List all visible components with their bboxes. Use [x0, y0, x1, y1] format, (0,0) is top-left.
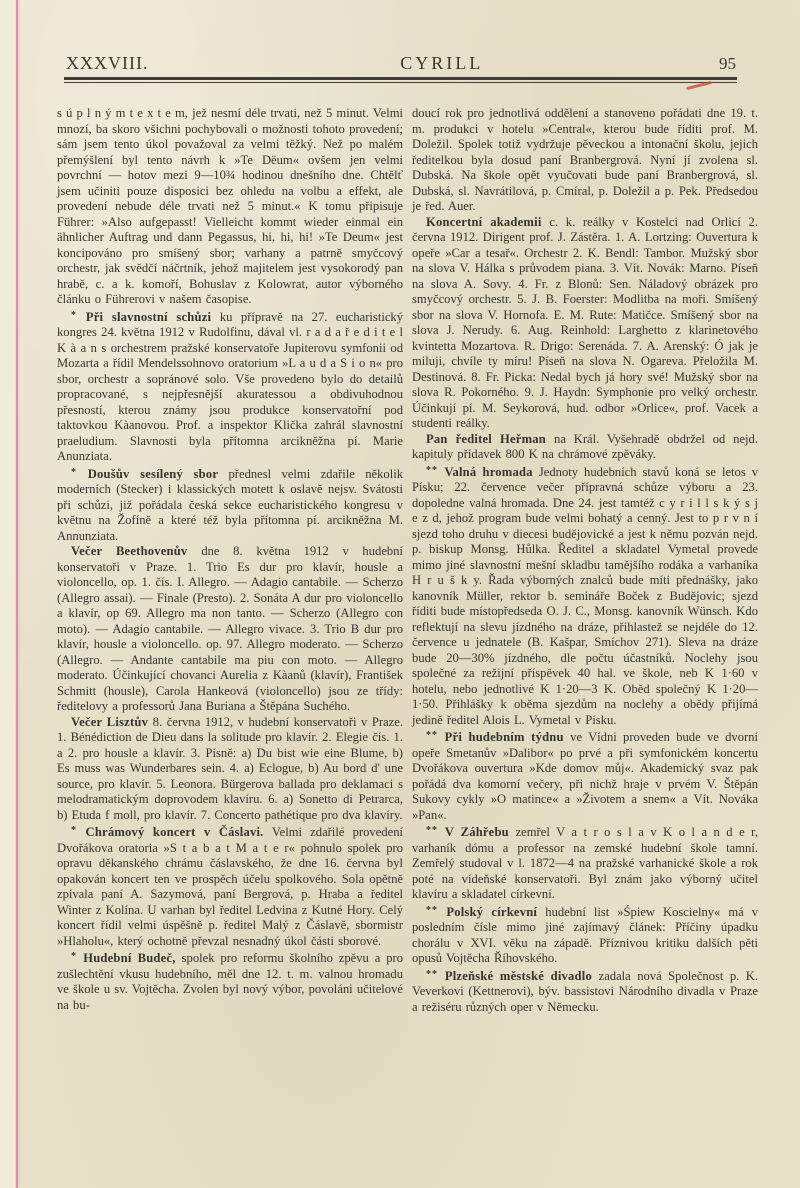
paragraph [57, 715, 403, 824]
paragraph-text: na Král. Vyšehradě obdržel od nejd. kapituly přídavek 800 K na chrámové zpěváky. [412, 431, 758, 461]
paragraph-marker: ** [426, 730, 445, 741]
paragraph [57, 544, 403, 715]
paragraph [57, 465, 403, 545]
paragraph-text: ku přípravě na 27. eucharistický kongres 24. května 1912 v Rudolfinu, dával vl. r a d a ř e d i t e l K à a n s orchestrem pražské konservatoře Jupiterovu symfonii od Mozarta a řídil Mendelssohnovo oratorium »L a u d a S i o n« pro sbor, orchestr a sopránové solo. Vše provedeno bylo do detailů propracované, s nejpřesnější akuratessou a obdivuhodnou přesností, kterou známy jsou produkce konservatořní pod taktovkou Kàanovou. Prof. a inspektor Klička zahrál slavnostní praeludium. Slavnosti byla přítomna arcikněžna pí. Marie Anunziata. [57, 309, 404, 463]
page-header [66, 53, 736, 74]
journal-title: CYRILL [400, 53, 484, 73]
paragraph-marker: ** [426, 968, 445, 980]
page-edge-strip [0, 0, 15, 1188]
paragraph-lead: Doušův sesílený sbor [87, 466, 229, 481]
paragraph-text: spolek pro reformu školního zpěvu a pro zušlechtění vkusu hudebního, měl dne 12. t. m. valnou hromadu ve škole u sv. Vojtěcha. Zvolen byl nový výbor, povoláni učitelové na bu- [57, 951, 403, 1012]
paragraph-marker: * [71, 466, 88, 478]
paragraph-marker: * [71, 951, 84, 962]
paragraph-marker: ** [426, 904, 447, 916]
text-body [57, 106, 758, 1015]
paragraph-marker: ** [426, 825, 445, 836]
volume-number: XXXVIII. [66, 53, 149, 73]
paragraph [412, 967, 758, 1016]
paragraph-text: c. k. reálky v Kostelci nad Orlicí 2. června 1912. Dirigent prof. J. Zástěra. 1. A. Lortzing: Ouvertura k opeře »Car a tesař«. Orchestr 2. K. Bendl: Tambor. Mužský sbor na slova V. Hálka s průvodem piana. 3. Vít. Novák: Marno. Píseň na slova A. Sovy. 4. Fr. z Blonů: Sen. Náladový obrázek pro smyčcový orchestr. 5. J. B. Foerster: Modlitba na moři. Smíšený sbor na slova V. Hornofa. E. M. Rute: Matičce. Smíšený sbor na slova J. Nerudy. 6. Aug. Reinhold: Larghetto z klarinetového kvintetta Mozartova. R. Drigo: Serenáda. 7. A. Arenský: Ó jak je miluji, chvíle ty míru! Píseň na slova N. Ogareva. Přeložila M. Destinová. 8. Fr. Picka: Nedal bych já hory své! Mužský sbor na slova R. Pokorného. 9. J. Haydn: Symphonie pro velký orchestr. Účinkují pí. M. Seykorová, hud. odbor »Orlice«, prof. Vacek a studenti reálky. [412, 214, 758, 430]
paragraph-text: zemřel V a t r o s l a v K o l a n d e r, varhaník dómu a professor na zemské hudební škole tamní. Zemřelý studoval v l. 1872—4 na pražské varhanické škole a rok poté na vídeňské konservatoři. Byl znám jako výborný učitel klavíru a skladatel církevní. [412, 825, 758, 901]
paragraph-lead: Pan ředitel Heřman [426, 431, 555, 446]
right-column [412, 106, 758, 1015]
paragraph-text: doucí rok pro jednotlivá oddělení a stanoveno pořádati dne 19. t. m. produkci v hotelu »Central«, kterou bude říditi prof. M. Doležil. Spolek totiž vydržuje pěveckou a intonační školu, jejich ředitelkou byla dosud paní Branbergrová. Nyní jí zvolena sl. Dubská. Na škole opět vyučovati bude paní Branbergrová, sl. Dubská, sl. Navrátilová, p. Cmíral, p. Doležil a p. Pek. Předsedou je řed. Auer. [412, 106, 758, 213]
page-number: 95 [718, 54, 736, 73]
paragraph-text: 8. června 1912, v hudební konservatoři v Praze. 1. Bénédiction de Dieu dans la solitude pro klavír. 2. Elegie čís. 1. a 2. pro housle a klavír. 3. Písně: a) Du bist wie eine Blume, b) Es muss was Wunderbares sein. 4. a) Eclogue, b) Au bord d' une source, pro klavír. 5. Leonora. Bürgerova ballada pro deklamaci s melodramatickým doprovodem klavíru. 6. a) Sonetto di Petrarca, b) Etuda f moll, pro klavír. 7. Concerto pathétique pro dva klavíry. [57, 714, 403, 822]
paragraph [57, 106, 403, 308]
paragraph [57, 823, 403, 949]
header-double-rule [64, 77, 737, 83]
paragraph [412, 823, 758, 903]
paragraph-lead: Při slavnostní schůzi [85, 309, 220, 324]
paragraph-lead: Večer Lisztův [71, 714, 153, 729]
paragraph-marker: * [71, 825, 86, 836]
paragraph [412, 215, 758, 432]
paragraph-lead: Polský církevní [446, 904, 546, 919]
paragraph-text: zadala nová Společnost p. K. Veverkovi (Kettnerovi), býv. bassistovi Národního divadla v Praze a režiséru různých oper v Německu. [412, 968, 759, 1014]
paragraph-text: přednesl velmi zdařile několik moderních (Stecker) i klassických motett k oslavě nejsv. Svátosti při schůzi, již pořádala česká sekce eucharistického kongresu v květnu na Žofíně a které též byla přítomna pí. arcikněžna M. Annunziata. [57, 466, 403, 543]
left-column [57, 106, 403, 1015]
paragraph-text: s ú p l n ý m t e x t e m, jež nesmí déle trvati, než 5 minut. Velmi mnozí, ba skoro všichni pochybovali o možnosti tohoto provedení; sám jsem tento úkol považoval za velmi těžký. Než po malém přemýšlení byl tento návrh k »Te Dëum« ovšem jen velmi povrchní — hotov mezi 9—10¾ hodinou dnešního dne. Chtělť jsem učiniti pouze disposici bez ohledu na volbu a effekt, ale provedení nebude déle trvati než 5 minut.« K tomu připisuje Führer: »Also aufgepasst! Vielleicht kommt wieder einmal ein ähnlicher Auftrag und dann Pegassus, hi, hi, hi! »Te Deum« jest koncipováno pro smíšený sbor; varhany a patrně smyčcový orchestr, jak svědčí náčrtník, jehož majitelem jest vysokorodý pan hrabě, c. a k. komoří, Bohuslav z Kolowrat, autor výborného článku o Führerovi v našem časopise. [57, 106, 403, 306]
paragraph-marker: * [71, 309, 86, 321]
paragraph-text: hudební list »Śpiew Koscielny« má v posledním čísle mimo jiné zajímavý článek: Příčiny úpadku chorálu v XVI. věku na západě. Příznivou kritiku dalších pěti opusů Vojtěcha Říhovského. [412, 904, 758, 965]
paragraph [412, 106, 758, 215]
paragraph-lead: Hudební Budeč, [83, 951, 182, 965]
paragraph-lead: Při hudebním týdnu [444, 730, 571, 744]
paragraph [57, 308, 403, 465]
paragraph-lead: Koncertní akademii [426, 214, 550, 229]
paragraph-marker: ** [426, 464, 445, 476]
paragraph-text: Jednoty hudebních stavů koná se letos v Písku; 22. července večer přípravná schůze výboru a 23. dopoledne valná hromada. Dne 24. jest tamtéž c y r i l l s k ý s j e z d, jehož program bude velmi bohatý a cenný. Jest to p r v n í sjezd toho druhu v diecesi budějovické a jest k němu pozván nejd. p. biskup Monsg. Hůlka. Ředitel a skladatel Vymetal provede mimo jiné slavnostní mešní skladbu tamějšího rodáka a varhaníka H r u š k y. Řada výborných znalců bude míti přednášky, jako kanovník Müller, rektor b. semináře Boček z Budějovic; sjezd říditi bude místopředseda O. J. C., Monsg. kanovník Wünsch. Kdo reflektují na slevu jízdného na dráze, přihlastež se nejdéle do 12. července u jednatele (B. Kašpar, Smíchov 271). Sleva na dráze bude 20—30% jízdného, dle počtu účastníků. Noclehy jsou společné za režijní příspěvek 40 hal. ve škole, neb K 1·60 v hotelu, nebo jednotlivé K 1·20—3 K. Oběd společný K 1·20—1·50. Přihlášky k oběma sjezdům na noclehy a obědy přijímá jedině ředitel Alois L. Vymetal v Písku. [412, 464, 758, 727]
paragraph-text: dne 8. května 1912 v hudební konservatoři v Praze. 1. Trio Es dur pro klavír, housle a violoncello, op. 1. čís. I. Allegro. — Adagio cantabile. — Scherzo (Allegro assai). — Finale (Presto). 2. Sonáta A dur pro violoncello a klavír, op 69. Allegro ma non tanto. — Scherzo (Allegro con moto). — Adagio cantabile. — Allegro vivace. 3. Trio B dur pro klavír, housle a violoncello. op. 97. Allegro moderato. — Scherzo (Allegro. — Andante cantabile ma piu con moto. — Allegro moderato. Účinkující chovanci Aurelia z Kàanů (klavír), František Schmitt (housle), Carola Hankeová (violoncello) jsou ze třídy: ředitelovy a professorů Jana Buriana a Štěpána Suchého. [57, 544, 403, 713]
paragraph [57, 949, 403, 1013]
paragraph [412, 463, 758, 729]
paragraph-lead: V Záhřebu [444, 825, 516, 839]
paragraph-lead: Chrámový koncert v Čáslavi. [85, 825, 272, 839]
paragraph-text: Velmi zdařilé provedení Dvořákova oratoria »S t a b a t M a t e r« pohnulo spolek pro opravu děkanského chrámu čáslavského, že dne 16. června byl opakován koncert ten ve prospěch účelu spolkového. Sola opětně zpívala paní A. Sazymová, paní Bergrová, p. Hraba a ředitel Winter z Kolína. U varhan byl ředitel Ledvina z Kutné Hory. Celý koncert řídil velmi úspěšně p. ředitel Malý z Čáslavě, sbormistr »Hlaholu«, který ochotně převzal nesnadný úkol části sborové. [57, 825, 403, 948]
paragraph-lead: Valná hromada [444, 464, 539, 479]
pink-margin-line [16, 0, 18, 1188]
paragraph [412, 432, 758, 463]
paragraph-lead: Večer Beethovenův [71, 544, 202, 558]
paragraph-text: ve Vídni proveden bude ve dvorní opeře Smetanův »Dalibor« po prvé a při symfonickém koncertu Dvořákova ouvertura »Kde domov můj«. Akademický svaz pak pořádá dva komorní večery, při nichž hraje v prvém V. Štěpán Sukovy cykly »O matince« a »Životem a snem« a Vít. Nováka »Pan«. [412, 730, 758, 822]
paragraph [412, 903, 758, 967]
paragraph [412, 728, 758, 823]
paragraph-lead: Plzeňské městské divadlo [444, 968, 599, 983]
